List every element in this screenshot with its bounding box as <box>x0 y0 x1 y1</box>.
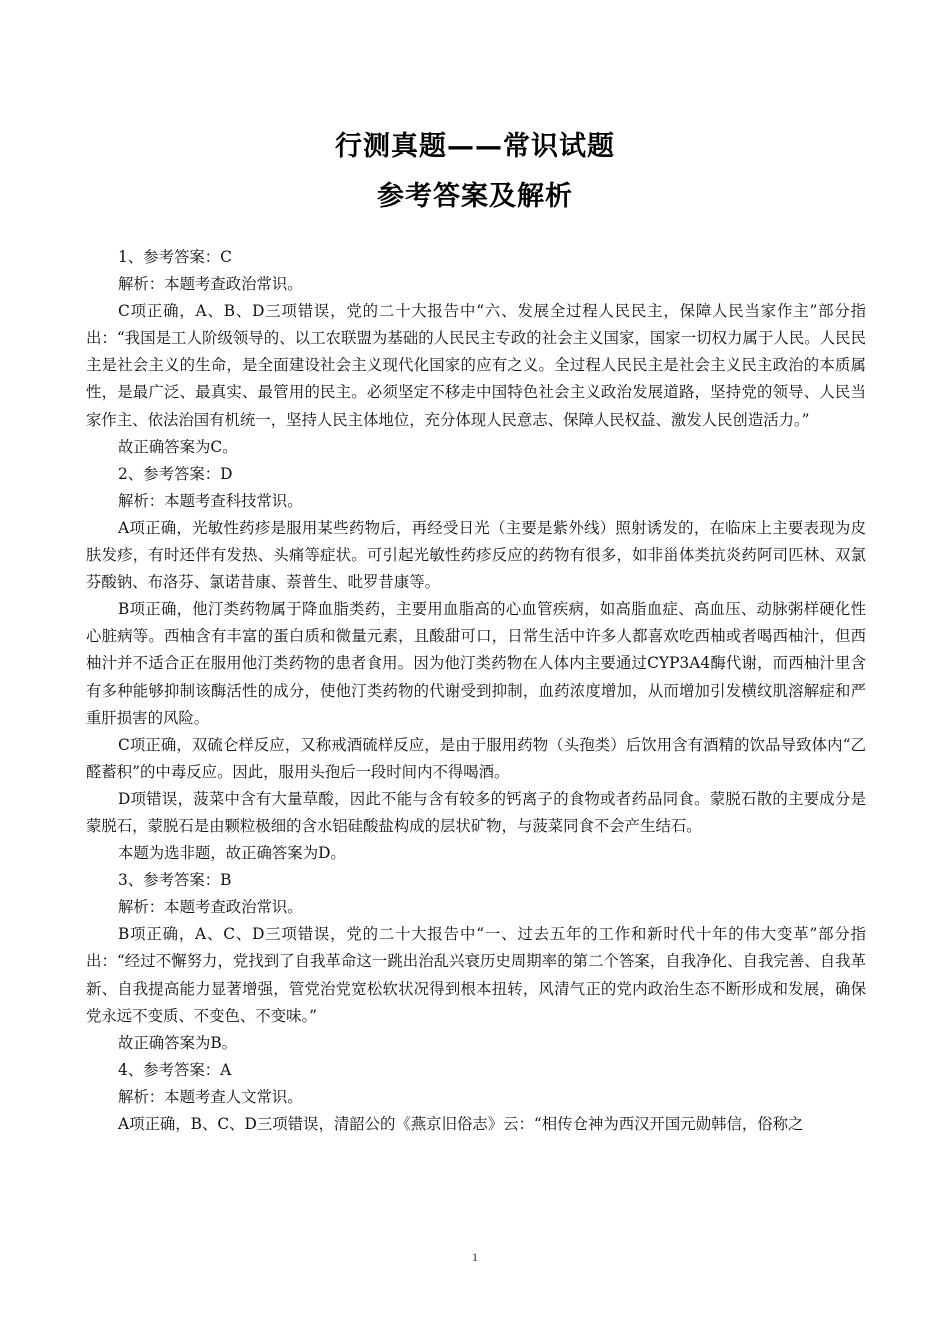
answer-2-heading: 2、参考答案：D <box>118 464 233 483</box>
answer-4-heading: 4、参考答案：A <box>118 1060 232 1079</box>
answer-1-conclusion: 故正确答案为C。 <box>118 437 238 456</box>
answer-explanations <box>86 244 866 1138</box>
answer-2-option-b: B项正确，他汀类药物属于降血脂类药，主要用血脂高的心血管疾病，如高脂血症、高血压、动脉粥样硬化性心脏病等。西柚含有丰富的蛋白质和微量元素，且酸甜可口，日常生活中许多人都喜欢吃西柚或者喝西柚汁，但西柚汁并不适合正在服用他汀类药物的患者食用。因为他汀类药物在人体内主要通过CYP3A4酶代谢，而西柚汁里含有多种能够抑制该酶活性的成分，使他汀类药物的代谢受到抑制，血药浓度增加，从而增加引发横纹肌溶解症和严重肝损害的风险。 <box>86 600 866 727</box>
answer-3-heading: 3、参考答案：B <box>118 871 232 890</box>
answer-1-explanation: C项正确，A、B、D三项错误，党的二十大报告中“六、发展全过程人民民主，保障人民当家作主”部分指出：“我国是工人阶级领导的、以工农联盟为基础的人民民主专政的社会主义国家，国家一切权力属于人民。人民民主是社会主义的生命，是全面建设社会主义现代化国家的应有之义。全过程人民民主是社会主义民主政治的本质属性，是最广泛、最真实、最管用的民主。必须坚定不移走中国特色社会主义政治发展道路，坚持党的领导、人民当家作主、依法治国有机统一，坚持人民主体地位，充分体现人民意志、保障人民权益、激发人民创造活力。” <box>86 302 866 429</box>
document-title: 行测真题——常识试题 <box>335 131 615 162</box>
answer-3-conclusion: 故正确答案为B。 <box>118 1033 238 1052</box>
answer-4-analysis: 解析：本题考查人文常识。 <box>118 1087 303 1106</box>
answer-2-analysis: 解析：本题考查科技常识。 <box>118 491 303 510</box>
document-subtitle: 参考答案及解析 <box>377 181 573 212</box>
answer-2-conclusion: 本题为选非题，故正确答案为D。 <box>118 844 346 863</box>
answer-2-option-a: A项正确，光敏性药疹是服用某些药物后，再经受日光（主要是紫外线）照射诱发的，在临床上主要表现为皮肤发疹，有时还伴有发热、头痛等症状。可引起光敏性药疹反应的药物有很多，如非甾体类抗炎药阿司匹林、双氯芬酸钠、布洛芬、氯诺昔康、萘普生、吡罗昔康等。 <box>86 518 866 592</box>
answer-4-explanation: A项正确，B、C、D三项错误，清韶公的《燕京旧俗志》云：“相传仓神为西汉开国元勋韩信，俗称之 <box>118 1115 804 1133</box>
page-number: 1 <box>472 1250 478 1264</box>
answer-3-analysis: 解析：本题考查政治常识。 <box>118 898 303 917</box>
answer-2-option-d: D项错误，菠菜中含有大量草酸，因此不能与含有较多的钙离子的食物或者药品同食。蒙脱石散的主要成分是蒙脱石，蒙脱石是由颗粒极细的含水铝硅酸盐构成的层状矿物，与菠菜同食不会产生结石。 <box>86 789 866 835</box>
answer-3-explanation: B项正确，A、C、D三项错误，党的二十大报告中“一、过去五年的工作和新时代十年的伟大变革”部分指出：“经过不懈努力，党找到了自我革命这一跳出治乱兴衰历史周期率的第二个答案，自我净化、自我完善、自我革新、自我提高能力显著增强，管党治党宽松软状况得到根本扭转，风清气正的党内政治生态不断形成和发展，确保党永远不变质、不变色、不变味。” <box>86 925 866 1025</box>
answer-1-analysis: 解析：本题考查政治常识。 <box>118 275 303 294</box>
answer-2-option-c: C项正确，双硫仑样反应，又称戒酒硫样反应，是由于服用药物（头孢类）后饮用含有酒精的饮品导致体内“乙醛蓄积”的中毒反应。因此，服用头孢后一段时间内不得喝酒。 <box>86 735 866 781</box>
answer-1-heading: 1、参考答案：C <box>118 248 232 266</box>
